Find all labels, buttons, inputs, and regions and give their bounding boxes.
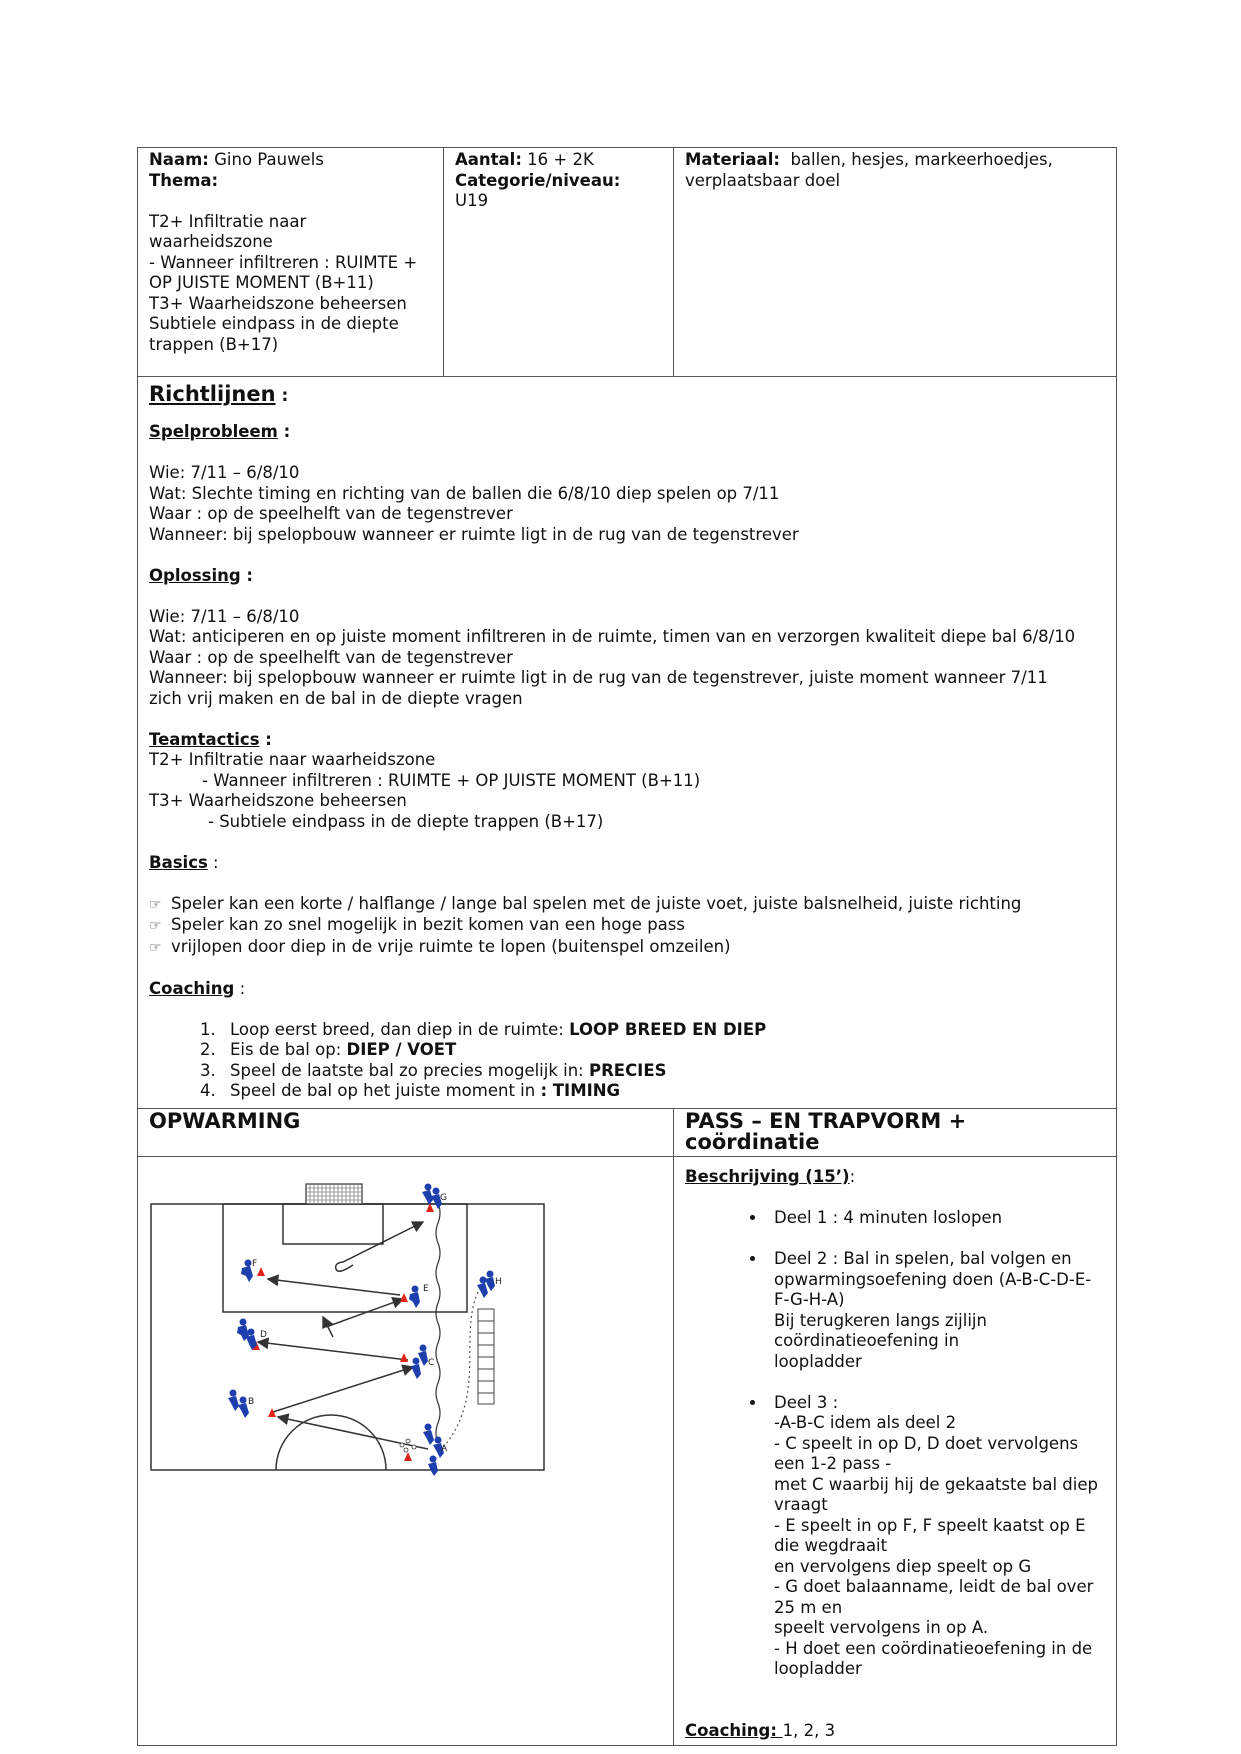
thema-line: Subtiele eindpass in de diepte: [149, 314, 399, 333]
cone-icon: [268, 1408, 276, 1417]
oplossing-line: Wanneer: bij spelopbouw wanneer er ruimte ligt in de rug van de tegenstrever, juiste moment wanneer 7/11: [149, 668, 1048, 687]
diagram-label: D: [260, 1330, 267, 1340]
diagram-label: E: [423, 1284, 429, 1294]
coaching-item: 4. Speel de bal op het juiste moment in : TIMING: [221, 1081, 1106, 1102]
materiaal-cell: [674, 148, 1117, 377]
coaching-item: 1. Loop eerst breed, dan diep in de ruimte: LOOP BREED EN DIEP: [221, 1020, 1106, 1041]
basics-label: Basics: [149, 852, 208, 872]
beschrijving-cell: Beschrijving (15’): • Deel 1 : 4 minuten loslopen • Deel 2 : Bal in spelen, bal volgen en opwarmingsoefening doen (A-B-C-D-E-F-G-H-A) Bij terugkeren langs zijlijn coördinatieoefening in loopladder • Deel 3 : -A-B-C idem als deel 2 - C speelt in op D, D doet vervolgens een 1-2 pass - met C waarbij hij de gekaatste bal diep vraagt - E speelt in op F, F speelt kaatst op E die wegdraait en vervolgens diep speelt op G - G doet balaanname, leidt de bal over 25 m en speelt vervolgens in op A. - H doet een coördinatieoefening in de loopladder Coaching: 1, 2, 3: [674, 1157, 1117, 1746]
pitch-diagram: [138, 1167, 566, 1497]
oplossing-label: Oplossing: [149, 565, 241, 585]
diagram-label: B: [248, 1397, 255, 1407]
cone-icon: [257, 1267, 265, 1276]
coaching-label: Coaching: [149, 978, 235, 998]
materiaal-value-2: verplaatsbaar doel: [685, 170, 841, 190]
cone-icon: [400, 1293, 408, 1302]
arrow-a-b: [278, 1417, 428, 1449]
deel-list: [685, 1208, 1106, 1680]
basics-item: ☞ vrijlopen door diep in de vrije ruimte te lopen (buitenspel omzeilen): [149, 937, 1106, 959]
coaching-footer-label: Coaching:: [685, 1720, 783, 1740]
cone-icon: [400, 1353, 408, 1362]
pointing-hand-icon: ☞: [149, 918, 162, 934]
aantal-label: Aantal:: [455, 150, 522, 169]
deel-item: • Deel 3 : -A-B-C idem als deel 2 - C speelt in op D, D doet vervolgens een 1-2 pass - met C waarbij hij de gekaatste bal diep vraagt - E speelt in op F, F speelt kaatst op E die wegdraait en vervolgens diep speelt op G - G doet balaanname, leidt de bal over 25 m en speelt vervolgens in op A. - H doet een coördinatieoefening in de loopladder: [767, 1393, 1106, 1680]
diagram-label: C: [428, 1358, 435, 1368]
player-icon: [477, 1271, 495, 1299]
teamtactics-line: T2+ Infiltratie naar waarheidszone: [149, 750, 436, 769]
coaching-list: [149, 1020, 1106, 1102]
coaching-item: 3. Speel de laatste bal zo precies mogelijk in: PRECIES: [221, 1061, 1106, 1082]
teamtactics-line: T3+ Waarheidszone beheersen: [149, 791, 407, 810]
naam-label: Naam:: [149, 150, 209, 169]
player-icon: [228, 1390, 249, 1419]
thema-line: OP JUISTE MOMENT (B+11): [149, 273, 374, 292]
thema-line: - Wanneer infiltreren : RUIMTE +: [149, 252, 418, 272]
opwarming-row: [138, 1157, 1117, 1746]
thema-line: T2+ Infiltratie naar: [149, 211, 307, 231]
thema-line: trappen (B+17): [149, 334, 279, 354]
teamtactics-label: Teamtactics: [149, 729, 260, 749]
spelprobleem-label: Spelprobleem: [149, 422, 278, 441]
thema-line: waarheidszone: [149, 232, 273, 251]
center-circle: [276, 1415, 386, 1470]
diagram-label: F: [252, 1259, 258, 1269]
players: [228, 1184, 495, 1477]
coaching-item: 2. Eis de bal op: DIEP / VOET: [221, 1040, 1106, 1061]
categorie-label: Categorie/niveau:: [455, 170, 621, 190]
goal-area: [283, 1204, 383, 1244]
diagram-label: G: [440, 1193, 447, 1203]
categorie-value: U19: [455, 191, 489, 210]
diagram-label: H: [495, 1277, 502, 1287]
richtlijnen-colon: :: [275, 386, 289, 406]
deel-item: • Deel 1 : 4 minuten loslopen: [767, 1208, 1106, 1229]
basics-item: ☞ Speler kan zo snel mogelijk in bezit komen van een hoge pass: [149, 915, 1106, 937]
beschrijving-label: Beschrijving (15’): [685, 1167, 850, 1186]
oplossing-line: Wat: anticiperen en op juiste moment infiltreren in de ruimte, timen van en verzorgen kwaliteit diepe bal 6/8/10: [149, 627, 1076, 646]
arrow-f-g: [336, 1222, 423, 1271]
materiaal-label: Materiaal:: [685, 150, 780, 169]
player-icon: [422, 1184, 442, 1210]
goal-net-icon: [306, 1184, 362, 1204]
arrow-e-f: [268, 1279, 400, 1295]
cone-icon: [404, 1452, 412, 1461]
diagram-cell: [138, 1157, 674, 1746]
richtlijnen-title: Richtlijnen: [149, 382, 276, 406]
richtlijnen-row: [138, 377, 1117, 1109]
training-sheet: [137, 147, 1116, 1746]
return-path: [441, 1292, 478, 1450]
aantal-cell: [444, 148, 674, 377]
player-icon: [411, 1345, 428, 1380]
thema-line: T3+ Waarheidszone beheersen: [149, 293, 407, 313]
pass-arrows: [258, 1222, 428, 1449]
coaching-footer-value: 1, 2, 3: [782, 1720, 836, 1740]
player-icon: [237, 1319, 257, 1351]
cones: [252, 1203, 434, 1461]
basics-item: ☞ Speler kan een korte / halflange / lange bal spelen met de juiste voet, juiste balsnelheid, juiste richting: [149, 894, 1106, 916]
oplossing-line: Wie: 7/11 – 6/8/10: [149, 606, 300, 626]
teamtactics-line: - Wanneer infiltreren : RUIMTE + OP JUISTE MOMENT (B+11): [202, 770, 701, 790]
oplossing-line: Waar : op de speelhelft van de tegenstrever: [149, 647, 513, 667]
pointing-hand-icon: ☞: [149, 896, 162, 913]
spelprobleem-line: Wat: Slechte timing en richting van de ballen die 6/8/10 diep spelen op 7/11: [149, 483, 780, 503]
pointing-hand-icon: ☞: [149, 939, 162, 956]
dribble-path: [436, 1203, 440, 1443]
arrow-b-c: [273, 1367, 413, 1412]
aantal-value: 16 + 2K: [521, 150, 594, 169]
naam-thema-cell: [138, 148, 444, 377]
richtlijnen-cell: Richtlijnen : Spelprobleem : Wie: 7/11 – 6/8/10 Wat: Slechte timing en richting van de ballen die 6/8/10 diep spelen op 7/11 Waar : op de speelhelft van de tegenstrever Wanneer: bij spelopbouw wanneer er ruimte ligt in de rug van de tegenstrever Oplossing : Wie: 7/11 – 6/8/10 Wat: anticiperen en op juiste moment infiltreren in de ruimte, timen van en verzorgen kwaliteit diepe bal 6/8/10 Waar : op de speelhelft van de tegenstrever Wanneer: bij spelopbouw wanneer er ruimte ligt in de rug van de tegenstrever, juiste moment wanneer 7/11 zich vrij maken en de bal in de diepte vragen Teamtactics : T2+ Infiltratie naar waarheidszone - Wanneer infiltreren : RUIMTE + OP JUISTE MOMENT (B+11) T3+ Waarheidszone beheersen - Subtiele eindpass in de diepte trappen (B+17) Basics : ☞ Speler kan een korte / halflange / lange bal spelen met de juiste voet, juiste balsnelheid, juiste richting ☞ Speler kan zo snel mogelijk in bezit komen van een hoge pass ☞ vrijlopen door diep in de vrije ruimte te lopen (buitenspel omzeilen) Coaching : 1. Loop eerst breed, dan diep in de ruimte: LOOP BREED EN DIEP 2. Eis de bal op: DIEP / VOET 3. Speel de laatste bal zo precies mogelijk in: PRECIES 4. Speel de bal op het juiste moment in : TIMING: [138, 377, 1117, 1109]
opwarming-title: OPWARMING: [138, 1109, 674, 1157]
spelprobleem-line: Wanneer: bij spelopbouw wanneer er ruimte ligt in de rug van de tegenstrever: [149, 524, 799, 544]
penalty-box: [223, 1204, 467, 1312]
pass-trapvorm-title: PASS – EN TRAPVORM + coördinatie: [674, 1109, 1117, 1157]
section-head-row: [138, 1109, 1117, 1157]
oplossing-line: zich vrij maken en de bal in de diepte vragen: [149, 688, 523, 708]
arrow-c-d: [258, 1342, 408, 1360]
thema-label: Thema:: [149, 170, 219, 190]
deel-item: • Deel 2 : Bal in spelen, bal volgen en opwarmingsoefening doen (A-B-C-D-E-F-G-H-A) Bij terugkeren langs zijlijn coördinatieoefening in loopladder: [767, 1249, 1106, 1372]
diagram-label: A: [441, 1444, 448, 1454]
player-icon: [409, 1286, 420, 1309]
spelprobleem-line: Wie: 7/11 – 6/8/10: [149, 463, 300, 482]
naam-value: Gino Pauwels: [208, 150, 324, 169]
teamtactics-line: - Subtiele eindpass in de diepte trappen (B+17): [208, 811, 604, 831]
spelprobleem-line: Waar : op de speelhelft van de tegenstrever: [149, 504, 513, 523]
training-table: [137, 147, 1117, 1746]
header-row: [138, 148, 1117, 377]
arrow-e-e: [326, 1299, 403, 1327]
materiaal-value: ballen, hesjes, markeerhoedjes,: [779, 150, 1053, 169]
ladder-icon: [478, 1309, 494, 1404]
